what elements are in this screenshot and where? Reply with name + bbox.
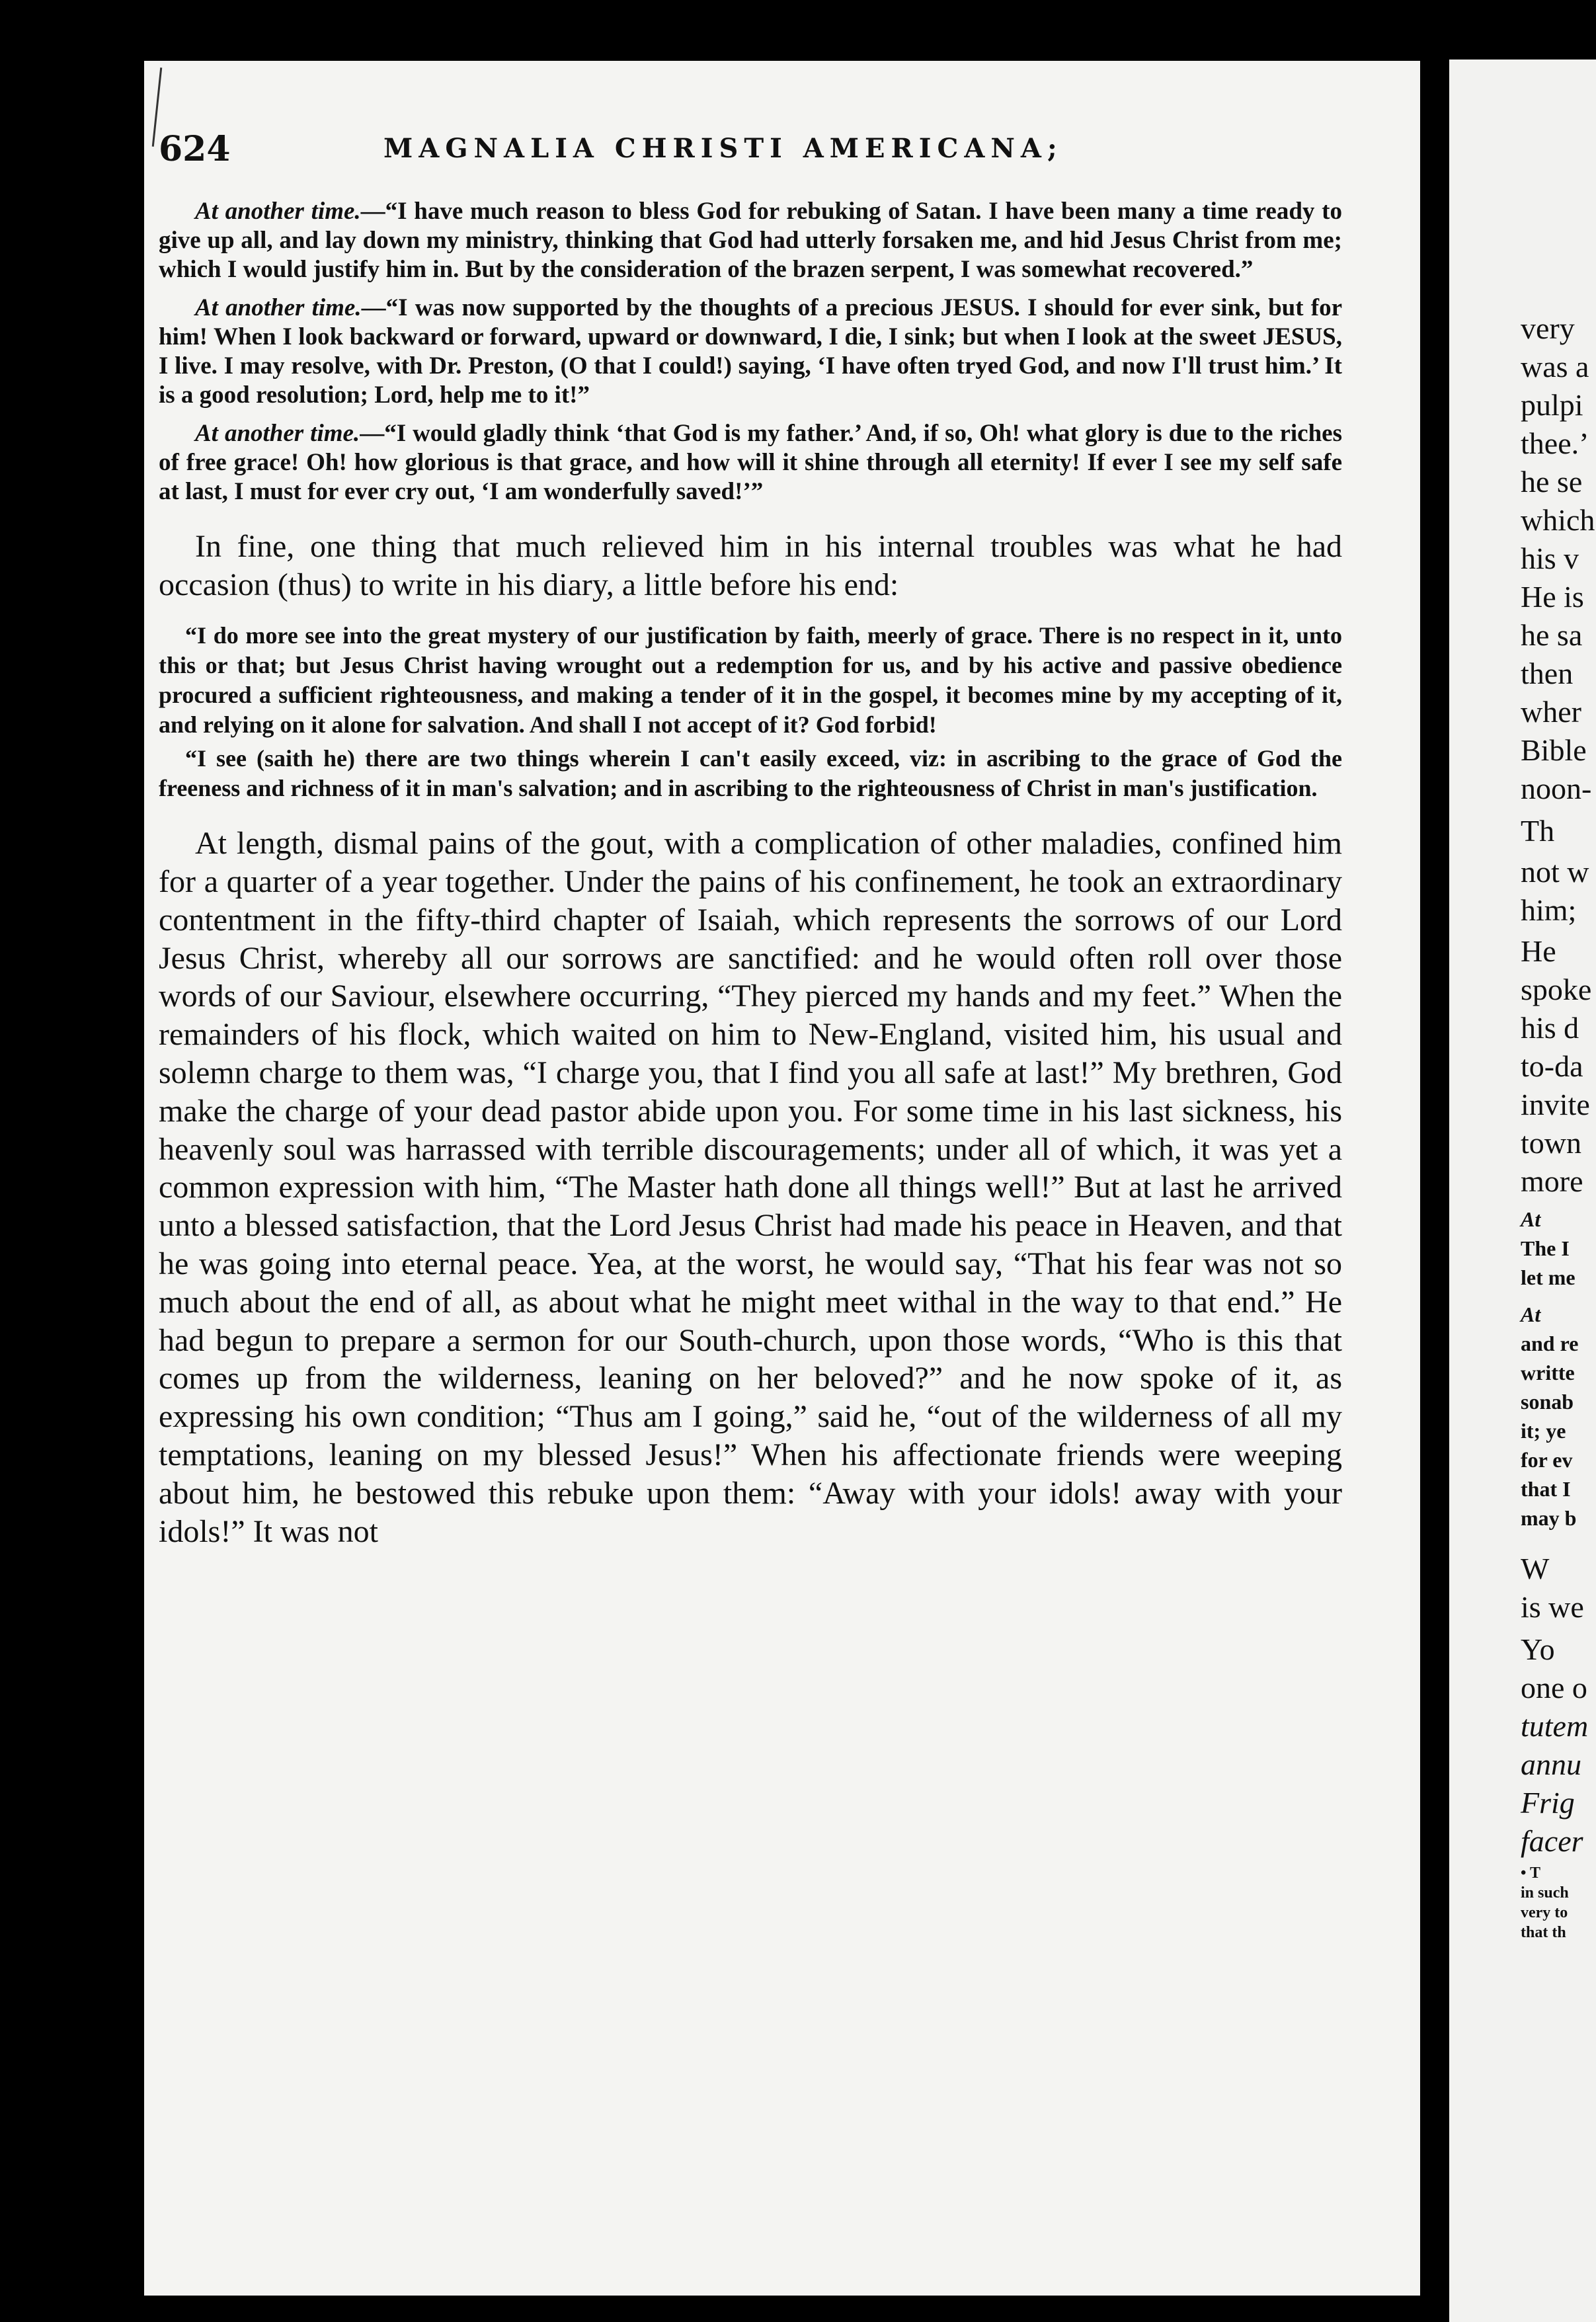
diary-entry-1 [159,197,1342,284]
facing-page-line: then [1521,657,1574,690]
facing-page-line: and re [1521,1332,1579,1355]
facing-page-line: He is [1521,580,1584,614]
facing-page-line: At [1521,1207,1541,1231]
facing-page-line: He [1521,934,1556,968]
facing-page-line: W [1521,1552,1550,1585]
facing-page-line: • T [1521,1864,1540,1882]
facing-page-line: very [1521,311,1575,345]
diary-quote-2: “I see (saith he) there are two things wherein I can't easily exceed, viz: in ascribing to the grace of God the freeness and richness of it in man's salvation; and in ascribing to the righteousness of Christ in man's justification. [159,745,1342,802]
body-paragraph-1: In fine, one thing that much relieved him in his internal troubles was what he had occasion (thus) to write in his diary, a little before his end: [159,529,1342,602]
facing-page-line: Bible [1521,733,1587,767]
facing-page-line: his v [1521,541,1579,575]
facing-page-line: At [1521,1302,1541,1326]
facing-page-line: facer [1521,1824,1583,1858]
entry-text: —“I would gladly think ‘that God is my father.’ And, if so, Oh! what glory is due to the riches of free grace! Oh! how glorious is that grace, and how will it shine through all eternity! If ever I see my self safe at last, I must for ever cry out, ‘I am wonderfully saved!’” [159,420,1342,505]
diary-entry-2 [159,294,1342,410]
entry-lead: At another time. [195,294,362,321]
facing-page-line: let me [1521,1265,1576,1289]
facing-page-line: pulpi [1521,388,1583,422]
entry-text: —“I have much reason to bless God for rebuking of Satan. I have been many a time ready to give up all, and lay down my ministry, thinking that God had utterly forsaken me, and hid Jesus Christ from me; which I would justify him in. But by the consideration of the brazen serpent, I was somewhat recovered.” [159,198,1342,283]
facing-page-line: thee.’ [1521,426,1589,460]
facing-page-line: in such [1521,1884,1569,1902]
facing-page-line: that th [1521,1924,1566,1941]
facing-page-line: not w [1521,855,1589,889]
page-number: 624 [159,129,231,169]
entry-lead: At another time. [195,420,360,447]
facing-page-line: invite [1521,1088,1590,1121]
facing-page-line: it; ye [1521,1419,1566,1443]
facing-page-line: Yo [1521,1632,1555,1666]
facing-page-line: to-da [1521,1049,1583,1083]
diary-quote-1: “I do more see into the great mystery of our justification by faith, meerly of grace. There is no respect in it, unto this or that; but Jesus Christ having wrought out a redemption for us, and by his active and passive obedience procured a sufficient righteousness, and making a tender of it in the gospel, it becomes mine by my accepting of it, and relying on it alone for salvation. And shall I not accept of it? God forbid! [159,622,1342,739]
facing-page-line: writte [1521,1361,1575,1384]
body-paragraph-2: At length, dismal pains of the gout, with a complication of other maladies, confined him for a quarter of a year together. Under the pains of his confinement, he took an extraordinary contentment in the fifty-third chapter of Isaiah, which represents the sorrows of our Lord Jesus Christ, whereby all our sorrows are sanctified: and he would often roll over those words of our Saviour, elsewhere occurring, “They pierced my hands and my feet.” When the remainders of his flock, which waited on him to New-England, visited him, his usual and solemn charge to them was, “I charge you, that I find you all safe at last!” My brethren, God make the charge of your dead pastor abide upon you. For some time in his last sickness, his heavenly soul was harrassed with terrible discouragements; under all of which, it was yet a common expression with him, “The Master hath done all things well!” But at last he arrived unto a blessed satisfaction, that the Lord Jesus Christ had made his peace in Heaven, and that he was going into eternal peace. Yea, at the worst, he would say, “That his fear was not so much about the end of all, as about what he might meet withal in the way to that end.” He had begun to prepare a sermon for our South-church, upon those words, “Who is this that comes up from the wilderness, leaning on her beloved?” and he now spoke of it, as expressing his own condition; “Thus am I going,” said he, “out of the wilderness of all my temptations, leaning on my blessed Jesus!” When his affectionate friends were weeping about him, he bestowed this rebuke upon them: “Away with your idols! away with your idols!” It was not [159,826,1342,1549]
facing-page-line: was a [1521,350,1589,383]
facing-page-line: Th [1521,814,1555,848]
facing-page-line: The I [1521,1236,1570,1260]
facing-page-line: very to [1521,1904,1568,1921]
facing-page-line: more [1521,1164,1583,1198]
facing-page-line: for ev [1521,1448,1573,1472]
facing-page-line: that I [1521,1477,1571,1501]
facing-page-line: he sa [1521,618,1583,652]
facing-page-line: his d [1521,1011,1579,1045]
facing-page-line: wher [1521,695,1581,729]
facing-page-line: spoke [1521,973,1592,1006]
page-body [159,197,1342,1550]
facing-page-line: which [1521,503,1595,537]
entry-text: —“I was now supported by the thoughts of a precious JESUS. I should for ever sink, but for him! When I look backward or forward, upward or downward, I die, I sink; but when I look at the sweet JESUS, I live. I may resolve, with Dr. Preston, (O that I could!) saying, ‘I have often tryed God, and now I'll trust him.’ It is a good resolution; Lord, help me to it!” [159,294,1342,409]
facing-page-line: sonab [1521,1390,1574,1414]
facing-page-line: tutem [1521,1709,1589,1743]
facing-page-line: him; [1521,893,1577,927]
entry-lead: At another time. [195,198,361,225]
facing-page-line: he se [1521,465,1583,499]
running-head-title: MAGNALIA CHRISTI AMERICANA; [383,133,1063,164]
facing-page-line: annu [1521,1747,1581,1781]
running-head [159,129,1283,169]
facing-page-line: noon- [1521,772,1592,805]
facing-page-line: town [1521,1126,1581,1160]
facing-page-line: Frig [1521,1786,1575,1820]
facing-page-line: is we [1521,1590,1584,1624]
facing-page-line: may b [1521,1506,1577,1530]
facing-page-line: one o [1521,1671,1587,1704]
diary-entry-3 [159,419,1342,506]
